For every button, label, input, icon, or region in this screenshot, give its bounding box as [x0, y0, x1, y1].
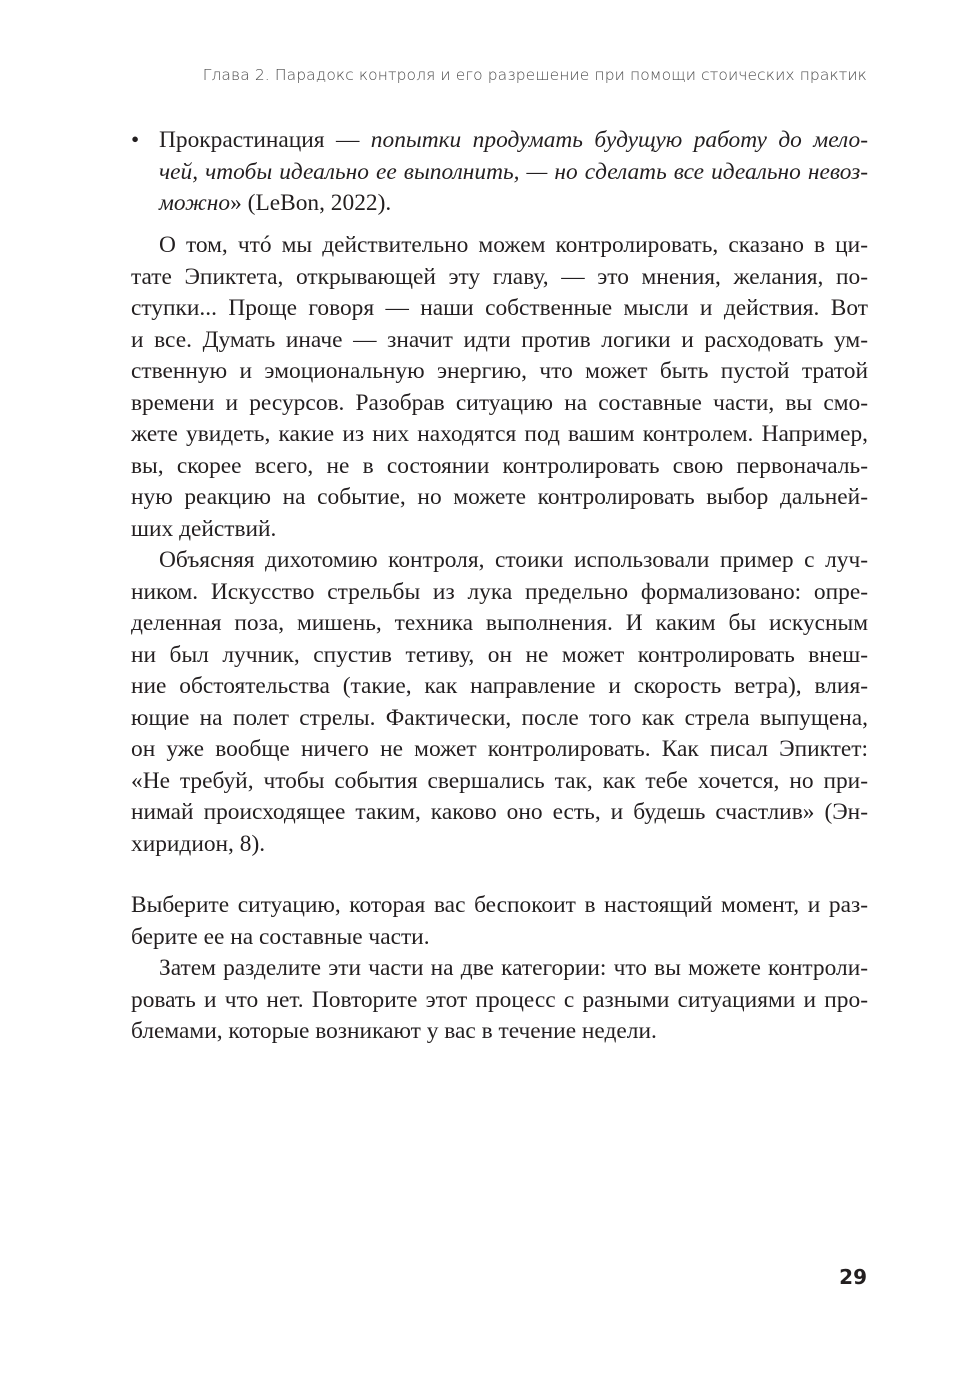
paragraph-line: берите ее на составные части. — [131, 923, 430, 950]
paragraph-line: хиридион, 8). — [131, 830, 266, 857]
paragraph-line: вы, скорее всего, не в состоянии контролировать свою первоначаль- — [131, 452, 868, 479]
page-number: 29 — [839, 1265, 867, 1289]
exercise-paragraph-divide-parts — [131, 953, 868, 1048]
paragraph-line: времени и ресурсов. Разобрав ситуацию на составные части, вы смо- — [131, 389, 868, 416]
bullet-line-1-plain: Прокрастинация — — [159, 127, 371, 153]
bullet-line-1 — [159, 125, 868, 157]
paragraph-line: ющие на полет стрелы. Фактически, после того как стрела выпущена, — [131, 704, 868, 731]
paragraph-line: Выберите ситуацию, которая вас беспокоит в настоящий момент, и раз- — [131, 892, 868, 918]
paragraph-line: ших действий. — [131, 515, 277, 542]
paragraph-line: ственную и эмоциональную энергию, что может быть пустой тратой — [131, 358, 868, 384]
bullet-item-procrastination — [131, 125, 868, 220]
paragraph-line: Объясняя дихотомию контроля, стоики использовали пример с луч- — [159, 547, 868, 573]
paragraph-line: нимай происходящее таким, каково оно есть, и будешь счастлив» (Эн- — [131, 799, 868, 825]
paragraph-control-opinions — [131, 230, 868, 545]
bullet-marker: • — [131, 127, 140, 153]
paragraph-line: деленная поза, мишень, техника выполнения. И каким бы искусным — [131, 610, 868, 636]
paragraph-line: ние обстоятельства (такие, как направление и скорость ветра), влия- — [131, 673, 868, 699]
paragraph-line: ную реакцию на событие, но можете контролировать выбор дальней- — [131, 484, 868, 510]
paragraph-line: жете увидеть, какие из них находятся под вашим контролем. Например, — [131, 421, 868, 447]
paragraph-line: блемами, которые возникают у вас в течение недели. — [131, 1018, 657, 1044]
paragraph-line: Затем разделите эти части на две категории: что вы можете контроли- — [159, 955, 868, 981]
paragraph-line: ровать и что нет. Повторите этот процесс с разными ситуациями и про- — [131, 986, 868, 1013]
bullet-text — [159, 125, 868, 220]
paragraph-line: О том, чтó мы действительно можем контролировать, сказано в ци- — [159, 232, 868, 258]
bullet-line-3 — [159, 188, 868, 220]
paragraph-line: и все. Думать иначе — значит идти против логики и расходовать ум- — [131, 326, 868, 353]
running-head: Глава 2. Парадокс контроля и его разрешение при помощи стоических практик — [202, 66, 867, 84]
exercise-paragraph-choose-situation — [131, 890, 868, 953]
paragraph-line: тате Эпиктета, открывающей эту главу, — это мнения, желания, по- — [131, 263, 868, 290]
paragraph-line: он уже вообще ничего не может контролировать. Как писал Эпиктет: — [131, 736, 868, 762]
paragraph-line: ником. Искусство стрельбы из лука предельно формализовано: опре- — [131, 578, 868, 605]
paragraph-line: «Не требуй, чтобы события свершались так, как тебе хочется, но при- — [131, 767, 868, 794]
paragraph-line: ни был лучник, спустив тетиву, он не может контролировать внеш- — [131, 641, 868, 668]
bullet-line-2 — [159, 157, 868, 189]
paragraph-line: ступки... Проще говоря — наши собственные мысли и действия. Вот — [131, 295, 868, 321]
bullet-line-3-italic: можно — [159, 190, 231, 216]
paragraph-archer-example — [131, 545, 868, 860]
bullet-line-2-italic: чей, чтобы идеально ее выполнить, — но сделать все идеально невоз- — [159, 158, 868, 185]
bullet-line-1-italic: попытки продумать будущую работу до мело- — [370, 127, 869, 153]
bullet-line-3-plain: » (LeBon, 2022). — [230, 190, 392, 216]
